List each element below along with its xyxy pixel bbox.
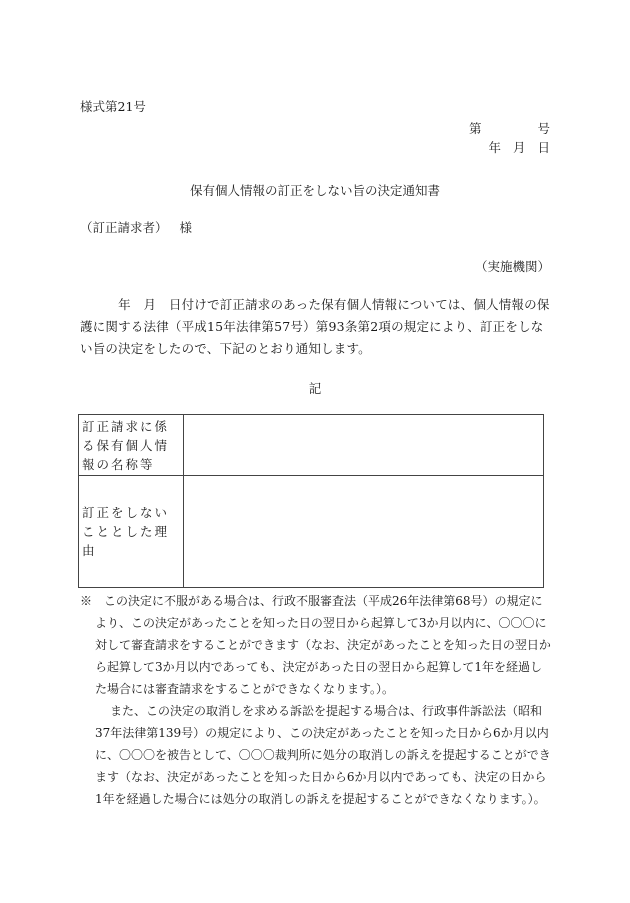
table-value-reason — [184, 476, 544, 588]
date-month: 月 — [512, 140, 526, 155]
record-heading: 記 — [308, 381, 322, 396]
body-paragraph: 年 月 日付けで訂正請求のあった保有個人情報については、個人情報の保護に関する法律（平成15年法律第57号）第93条第2項の規定により、訂正をしない旨の決定をしたので、下記のとおり通知します。 — [80, 297, 550, 356]
document-number — [469, 119, 550, 137]
info-table — [78, 414, 544, 588]
table-row — [79, 476, 544, 588]
date-year: 年 — [488, 140, 501, 155]
notes-section — [80, 590, 552, 810]
note-lawsuit: また、この決定の取消しを求める訴訟を提起する場合は、行政事件訴訟法（昭和37年法律第139号）の規定により、この決定があったことを知った日から6か月以内に、〇〇〇を被告として、〇〇〇裁判所に処分の取消しの訴えを提起することができます（なお、決定があったことを知った日から6か月以内であっても、決定の日から1年を経過した場合には処分の取消しの訴えを提起することができなくなります。）。 — [95, 704, 551, 806]
document-date — [488, 138, 550, 156]
implementing-agency: （実施機関） — [474, 259, 550, 274]
table-row — [79, 415, 544, 476]
note-appeal: ※ この決定に不服がある場合は、行政不服審査法（平成26年法律第68号）の規定により、この決定があったことを知った日の翌日から起算して3か月以内に、〇〇〇に対して審査請求をすることができます（なお、決定があったことを知った日の翌日から起算して3か月以内であっても、決定があった日の翌日から起算して1年を経過した場合には審査請求をすることができなくなります。）。 — [80, 594, 551, 696]
document-number-prefix: 第 — [468, 121, 482, 136]
date-day: 日 — [537, 140, 550, 155]
document-number-suffix: 号 — [537, 121, 550, 136]
document-title: 保有個人情報の訂正をしない旨の決定通知書 — [189, 183, 440, 198]
table-label-reason: 訂正をしないこととした理由 — [79, 476, 184, 588]
addressee-name: （訂正請求者） — [80, 220, 168, 235]
table-value-info-name — [184, 415, 544, 476]
table-label-info-name: 訂正請求に係る保有個人情報の名称等 — [79, 415, 184, 476]
form-number: 様式第21号 — [80, 99, 146, 114]
addressee — [80, 218, 192, 236]
addressee-honorific: 様 — [179, 220, 193, 235]
